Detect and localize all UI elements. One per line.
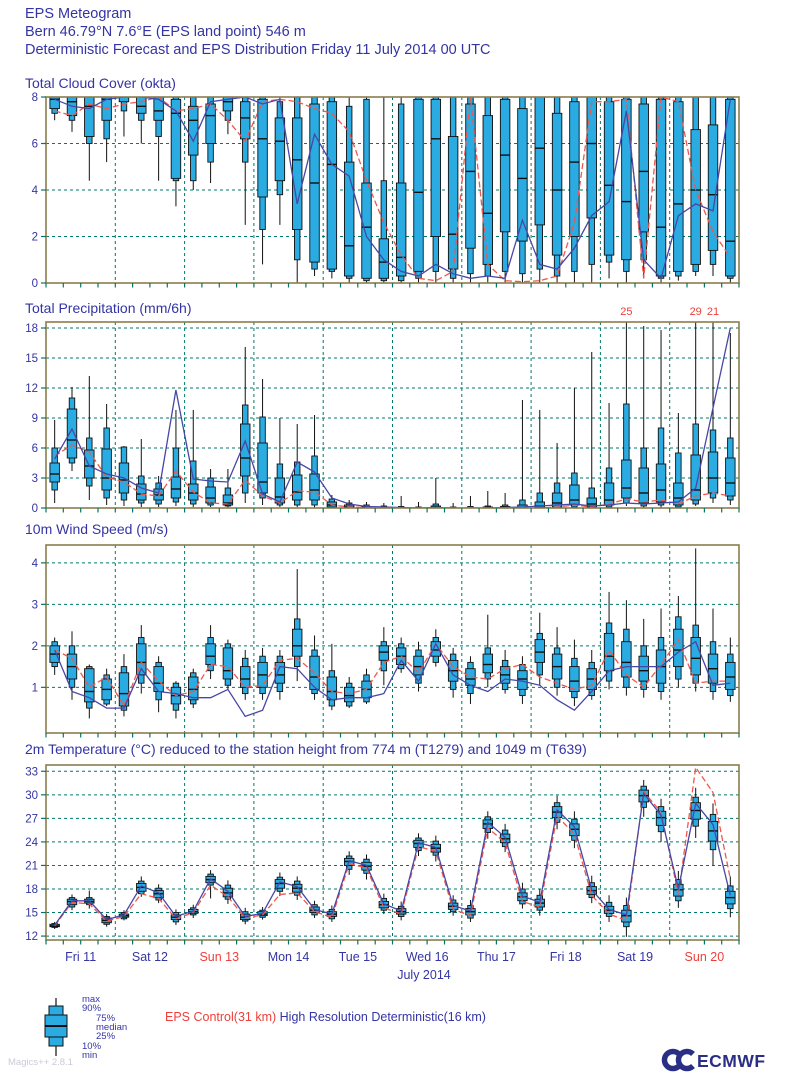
svg-text:12: 12 [25,383,38,395]
legend-quantile-label: 10% [82,1040,102,1052]
wind-speed-chart [0,525,770,745]
ecmwf-logo [657,1046,777,1074]
svg-text:8: 8 [31,92,38,104]
svg-text:21: 21 [706,306,720,318]
day-label: Fri 18 [549,950,582,964]
day-label: Tue 15 [338,950,378,964]
svg-text:21: 21 [25,860,38,873]
svg-text:1: 1 [31,682,38,695]
legend-quantile-label: 25% [96,1031,116,1043]
svg-text:0: 0 [31,503,38,515]
svg-text:2: 2 [31,231,38,244]
day-label: Sun 13 [199,950,240,964]
svg-text:18: 18 [25,323,38,335]
temperature-title: 2m Temperature (°C) reduced to the station height from 774 m (T1279) and 1049 m (T639) [25,741,587,757]
cloud-cover-chart [0,77,770,295]
x-axis-day-labels [0,950,787,966]
svg-text:6: 6 [31,443,38,455]
svg-text:12: 12 [25,931,38,944]
legend-quantile-label: max [82,994,100,1005]
svg-text:3: 3 [31,473,38,485]
legend-quantile-label: median [96,1021,128,1033]
svg-text:9: 9 [31,413,38,425]
svg-text:25: 25 [620,306,633,318]
precipitation-chart [0,302,770,520]
lines-legend [165,1010,486,1024]
svg-text:3: 3 [31,599,38,612]
boxplot-legend-glyph [36,995,76,1059]
control-legend-label: EPS Control(31 km) [165,1010,277,1024]
magics-credit: Magics++ 2.8.1 [8,1057,73,1068]
day-label: Mon 14 [267,950,310,964]
legend-quantile-label: 90% [82,1003,102,1015]
station-info: Bern 46.79°N 7.6°E (EPS land point) 546 m [25,24,306,40]
svg-text:27: 27 [25,813,38,826]
svg-text:18: 18 [25,883,38,896]
wind-speed-title: 10m Wind Speed (m/s) [25,521,169,537]
day-label: Sat 12 [131,950,168,964]
svg-text:15: 15 [25,353,38,365]
svg-text:0: 0 [31,278,38,290]
day-label: Wed 16 [405,950,449,964]
day-label: Fri 11 [65,950,97,964]
page-title: EPS Meteogram [25,6,132,22]
svg-text:15: 15 [25,907,38,920]
forecast-info: Deterministic Forecast and EPS Distribution Friday 11 July 2014 00 UTC [25,42,491,58]
svg-text:30: 30 [25,789,38,802]
cloud-cover-title: Total Cloud Cover (okta) [25,75,176,91]
svg-text:2: 2 [31,640,38,653]
ecmwf-logo-text: ECMWF [697,1051,766,1071]
precipitation-title: Total Precipitation (mm/6h) [25,300,192,316]
svg-text:6: 6 [31,138,38,151]
svg-text:29: 29 [689,306,702,318]
svg-text:4: 4 [31,185,38,197]
svg-text:24: 24 [25,836,38,849]
month-label: July 2014 [397,968,451,982]
svg-text:33: 33 [25,766,38,779]
temperature-chart [0,745,770,952]
legend-quantile-label: 75% [96,1012,116,1024]
legend-quantile-label: min [82,1049,98,1061]
day-label: Thu 17 [476,950,516,964]
hires-legend-label: High Resolution Deterministic(16 km) [279,1010,486,1024]
day-label: Sat 19 [616,950,654,964]
svg-text:4: 4 [31,557,38,570]
day-label: Sun 20 [684,950,725,964]
